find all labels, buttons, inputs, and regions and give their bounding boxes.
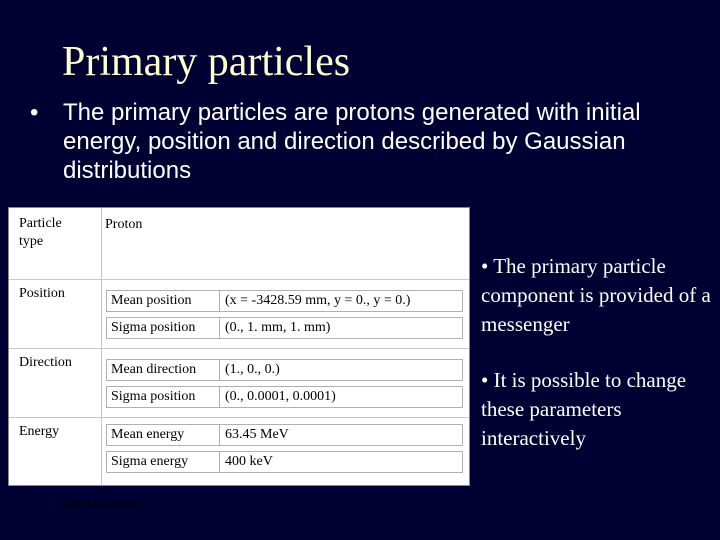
row-divider <box>9 279 469 280</box>
mean-energy-row <box>106 424 463 446</box>
sigma-direction-row <box>106 386 463 408</box>
sigma-position-key: Sigma position <box>107 318 220 338</box>
mean-direction-value: (1., 0., 0.) <box>225 362 280 377</box>
position-label: Position <box>19 286 65 301</box>
energy-group <box>106 424 463 478</box>
side-bullet-interactive: • It is possible to change these parameters interactively <box>481 368 687 450</box>
mean-position-row <box>106 290 463 312</box>
sigma-energy-key: Sigma energy <box>107 452 220 472</box>
main-bullet-text: The primary particles are protons generated with initial energy, position and direction described by Gaussian distributions <box>63 99 641 184</box>
mean-position-value: (x = -3428.59 mm, y = 0., y = 0.) <box>225 293 411 308</box>
bullet-marker: • <box>30 99 39 126</box>
side-bullet-messenger: • The primary particle component is provided of a messenger <box>481 254 711 336</box>
mean-energy-value: 63.45 MeV <box>225 427 289 442</box>
sigma-direction-key: Sigma position <box>107 387 220 407</box>
mean-direction-row <box>106 359 463 381</box>
particle-type-value: Proton <box>105 217 143 232</box>
direction-label: Direction <box>19 355 72 370</box>
author-credit: Susanna Guatelli <box>61 496 143 510</box>
sigma-position-row <box>106 317 463 339</box>
sigma-direction-value: (0., 0.0001, 0.0001) <box>225 389 336 404</box>
slide-title: Primary particles <box>62 39 351 85</box>
row-divider <box>9 417 469 418</box>
particle-type-label: Particle type <box>19 216 62 249</box>
sigma-energy-row <box>106 451 463 473</box>
direction-group <box>106 359 463 413</box>
mean-position-key: Mean position <box>107 291 220 311</box>
parameters-table <box>8 207 470 510</box>
mean-energy-key: Mean energy <box>107 425 220 445</box>
column-divider <box>101 208 102 485</box>
sigma-position-value: (0., 1. mm, 1. mm) <box>225 320 331 335</box>
main-bullet <box>30 98 690 185</box>
sigma-energy-value: 400 keV <box>225 454 273 469</box>
row-divider <box>9 348 469 349</box>
position-group <box>106 290 463 344</box>
energy-label: Energy <box>19 424 60 439</box>
mean-direction-key: Mean direction <box>107 360 220 380</box>
